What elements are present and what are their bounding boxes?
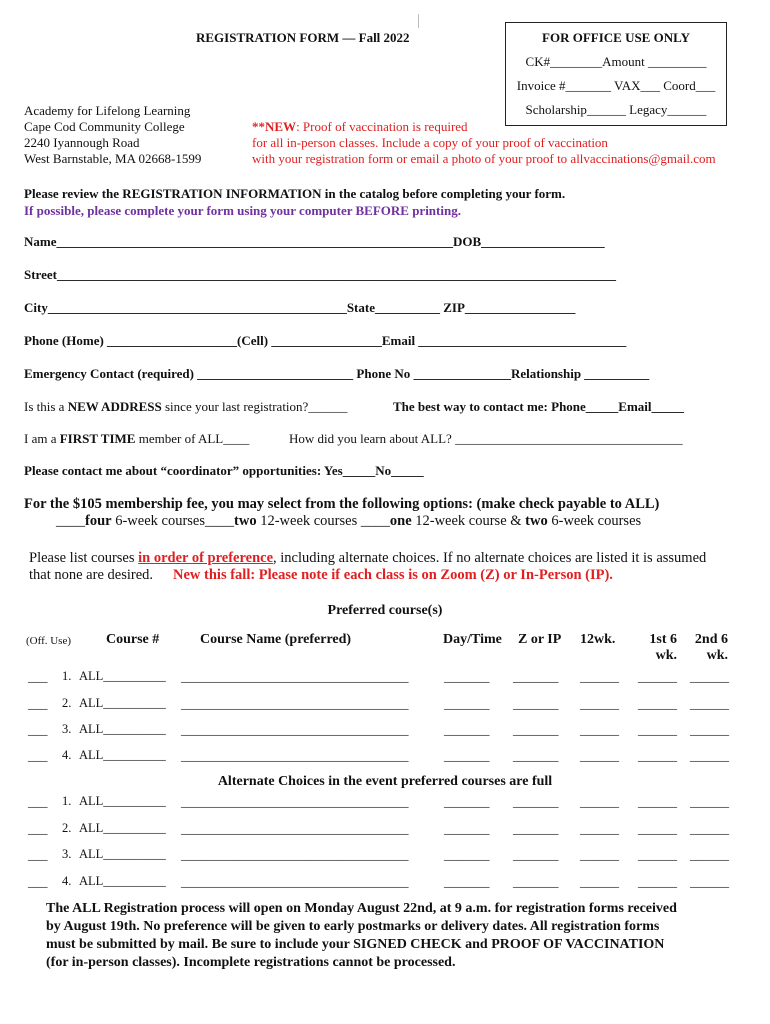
city-state-zip-field[interactable]: City______________________________________________State__________ ZIP_________________ bbox=[24, 300, 576, 315]
alternate-choices-title: Alternate Choices in the event preferred courses are full bbox=[217, 774, 553, 789]
course-row bbox=[0, 748, 770, 768]
row-number: 1. bbox=[62, 794, 72, 808]
twelve-week-field[interactable]: ______ bbox=[580, 696, 619, 711]
day-time-field[interactable]: _______ bbox=[444, 794, 490, 809]
header-first-6-week bbox=[647, 632, 677, 664]
office-use-blank[interactable]: ___ bbox=[28, 722, 48, 737]
day-time-field[interactable]: _______ bbox=[444, 847, 490, 862]
emergency-contact-field[interactable]: Emergency Contact (required) ________________________ Phone No _______________Relationship __________ bbox=[24, 366, 650, 381]
phone-email-field[interactable]: Phone (Home) ____________________(Cell) _________________Email ________________________________ bbox=[24, 333, 627, 348]
course-number-field[interactable]: ALL__________ bbox=[79, 821, 166, 835]
second-six-week-field[interactable]: ______ bbox=[690, 696, 729, 711]
review-line: Please review the REGISTRATION INFORMATION in the catalog before completing your form. bbox=[24, 186, 566, 201]
header-text: 2nd 6 bbox=[694, 632, 728, 647]
office-use-blank[interactable]: ___ bbox=[28, 696, 48, 711]
header-day-time: Day/Time bbox=[443, 632, 502, 647]
second-six-week-field[interactable]: ______ bbox=[690, 669, 729, 684]
option-text: 6-week courses bbox=[111, 513, 206, 529]
twelve-week-field[interactable]: ______ bbox=[580, 847, 619, 862]
question-emphasis: NEW ADDRESS bbox=[67, 399, 162, 414]
second-six-week-field[interactable]: ______ bbox=[690, 847, 729, 862]
option-four-blank[interactable]: ____ bbox=[56, 513, 85, 529]
office-use-blank[interactable]: ___ bbox=[28, 669, 48, 684]
coordinator-question[interactable]: Please contact me about “coordinator” opportunities: Yes_____No_____ bbox=[24, 463, 424, 478]
zoom-inperson-note: New this fall: Please note if each class is on Zoom (Z) or In-Person (IP). bbox=[173, 567, 613, 583]
course-name-field[interactable]: ___________________________________ bbox=[181, 696, 409, 711]
preferred-courses-title: Preferred course(s) bbox=[327, 603, 443, 618]
new-label: **NEW bbox=[252, 119, 297, 134]
header-zoom-or-in-person: Z or IP bbox=[518, 632, 562, 647]
instruction-text: that none are desired. bbox=[29, 567, 154, 583]
course-number-field[interactable]: ALL__________ bbox=[79, 794, 166, 808]
option-text: 6-week courses bbox=[547, 513, 642, 529]
office-use-line-scholarship: Scholarship______ Legacy______ bbox=[525, 102, 707, 117]
office-use-blank[interactable]: ___ bbox=[28, 874, 48, 889]
day-time-field[interactable]: _______ bbox=[444, 696, 490, 711]
course-number-field[interactable]: ALL__________ bbox=[79, 748, 166, 762]
first-six-week-field[interactable]: ______ bbox=[638, 748, 677, 763]
option-two-blank[interactable]: ____ bbox=[205, 513, 235, 529]
course-name-field[interactable]: ___________________________________ bbox=[181, 748, 409, 763]
first-six-week-field[interactable]: ______ bbox=[638, 847, 677, 862]
course-name-field[interactable]: ___________________________________ bbox=[181, 794, 409, 809]
option-text: two bbox=[525, 513, 548, 529]
zoom-in-person-field[interactable]: _______ bbox=[513, 748, 559, 763]
course-row bbox=[0, 821, 770, 841]
membership-heading-rest: : (make check payable to ALL) bbox=[468, 496, 660, 512]
course-row bbox=[0, 794, 770, 814]
name-dob-field[interactable]: Name_____________________________________________________________DOB___________________ bbox=[24, 234, 605, 249]
title-divider-mark bbox=[418, 14, 419, 28]
course-row bbox=[0, 874, 770, 894]
address-line: West Barnstable, MA 02668-1599 bbox=[24, 151, 202, 166]
header-text: wk. bbox=[706, 648, 728, 663]
row-number: 4. bbox=[62, 748, 72, 762]
question-text: Is this a bbox=[24, 399, 68, 414]
zoom-in-person-field[interactable]: _______ bbox=[513, 696, 559, 711]
header-text: 1st 6 bbox=[649, 632, 677, 647]
row-number: 3. bbox=[62, 722, 72, 736]
office-use-box bbox=[505, 22, 727, 126]
course-name-field[interactable]: ___________________________________ bbox=[181, 847, 409, 862]
first-time-question[interactable] bbox=[24, 431, 249, 447]
row-number: 2. bbox=[62, 821, 72, 835]
courses-instructions bbox=[29, 550, 706, 584]
row-number: 1. bbox=[62, 669, 72, 683]
second-six-week-field[interactable]: ______ bbox=[690, 821, 729, 836]
course-name-field[interactable]: ___________________________________ bbox=[181, 722, 409, 737]
day-time-field[interactable]: _______ bbox=[444, 669, 490, 684]
second-six-week-field[interactable]: ______ bbox=[690, 794, 729, 809]
question-emphasis: FIRST TIME bbox=[59, 431, 136, 446]
course-row bbox=[0, 722, 770, 742]
address-line: Academy for Lifelong Learning bbox=[24, 103, 191, 118]
question-text: member of ALL____ bbox=[135, 431, 250, 446]
office-use-blank[interactable]: ___ bbox=[28, 794, 48, 809]
instruction-text: Please list courses bbox=[29, 550, 139, 566]
header-course-name: Course Name (preferred) bbox=[200, 632, 352, 647]
computer-fill-note: If possible, please complete your form using your computer BEFORE printing. bbox=[24, 203, 461, 218]
office-use-blank[interactable]: ___ bbox=[28, 847, 48, 862]
best-contact-field[interactable]: The best way to contact me: Phone_____Email_____ bbox=[393, 399, 685, 414]
learn-about-field[interactable]: How did you learn about ALL? ___________________________________ bbox=[289, 431, 683, 446]
second-six-week-field[interactable]: ______ bbox=[690, 722, 729, 737]
course-number-field[interactable]: ALL__________ bbox=[79, 722, 166, 736]
first-six-week-field[interactable]: ______ bbox=[638, 696, 677, 711]
course-row bbox=[0, 696, 770, 716]
second-six-week-field[interactable]: ______ bbox=[690, 748, 729, 763]
zoom-in-person-field[interactable]: _______ bbox=[513, 821, 559, 836]
course-number-field[interactable]: ALL__________ bbox=[79, 847, 166, 861]
closing-line: by August 19th. No preference will be given to early postmarks or delivery dates. All registration forms bbox=[46, 919, 660, 934]
twelve-week-field[interactable]: ______ bbox=[580, 722, 619, 737]
day-time-field[interactable]: _______ bbox=[444, 821, 490, 836]
course-row bbox=[0, 669, 770, 689]
address-line: 2240 Iyannough Road bbox=[24, 135, 140, 150]
course-number-field[interactable]: ALL__________ bbox=[79, 669, 166, 683]
first-six-week-field[interactable]: ______ bbox=[638, 874, 677, 889]
twelve-week-field[interactable]: ______ bbox=[580, 748, 619, 763]
course-number-field[interactable]: ALL__________ bbox=[79, 696, 166, 710]
office-use-blank[interactable]: ___ bbox=[28, 748, 48, 763]
header-course-number: Course # bbox=[106, 632, 160, 647]
first-six-week-field[interactable]: ______ bbox=[638, 669, 677, 684]
header-text: wk. bbox=[655, 648, 677, 663]
zoom-in-person-field[interactable]: _______ bbox=[513, 722, 559, 737]
zoom-in-person-field[interactable]: _______ bbox=[513, 794, 559, 809]
review-instructions bbox=[24, 185, 565, 219]
form-title: REGISTRATION FORM — Fall 2022 bbox=[196, 30, 410, 45]
course-name-field[interactable]: ___________________________________ bbox=[181, 821, 409, 836]
closing-notice bbox=[46, 900, 746, 972]
option-text: two bbox=[234, 513, 257, 529]
office-use-line-check: CK#________Amount _________ bbox=[525, 54, 707, 69]
street-field[interactable]: Street______________________________________________________________________________________ bbox=[24, 267, 616, 282]
day-time-field[interactable]: _______ bbox=[444, 874, 490, 889]
header-second-6-week bbox=[690, 632, 728, 664]
zoom-in-person-field[interactable]: _______ bbox=[513, 847, 559, 862]
twelve-week-field[interactable]: ______ bbox=[580, 821, 619, 836]
vax-note-text: for all in-person classes. Include a copy of your proof of vaccination bbox=[252, 135, 608, 150]
zoom-in-person-field[interactable]: _______ bbox=[513, 874, 559, 889]
twelve-week-field[interactable]: ______ bbox=[580, 669, 619, 684]
instruction-text: , including alternate choices. If no alternate choices are listed it is assumed bbox=[273, 550, 707, 566]
option-text: 12-week course & bbox=[411, 513, 526, 529]
option-text: 12-week courses bbox=[256, 513, 361, 529]
option-one-blank[interactable]: ____ bbox=[360, 513, 390, 529]
vax-note-text: : Proof of vaccination is required bbox=[296, 119, 468, 134]
closing-line: must be submitted by mail. Be sure to include your SIGNED CHECK and PROOF OF VACCINATION bbox=[46, 937, 665, 952]
option-text: four bbox=[85, 513, 112, 529]
zoom-in-person-field[interactable]: _______ bbox=[513, 669, 559, 684]
new-address-question[interactable] bbox=[24, 399, 347, 415]
first-six-week-field[interactable]: ______ bbox=[638, 821, 677, 836]
closing-line: (for in-person classes). Incomplete registrations cannot be processed. bbox=[46, 955, 456, 970]
first-six-week-field[interactable]: ______ bbox=[638, 722, 677, 737]
twelve-week-field[interactable]: ______ bbox=[580, 874, 619, 889]
course-name-field[interactable]: ___________________________________ bbox=[181, 669, 409, 684]
membership-options bbox=[24, 496, 659, 530]
instruction-emphasis: in order of preference bbox=[138, 550, 274, 566]
course-number-field[interactable]: ALL__________ bbox=[79, 874, 166, 888]
second-six-week-field[interactable]: ______ bbox=[690, 874, 729, 889]
mailing-address bbox=[24, 103, 201, 167]
office-use-title: FOR OFFICE USE ONLY bbox=[542, 30, 690, 45]
row-number: 4. bbox=[62, 874, 72, 888]
day-time-field[interactable]: _______ bbox=[444, 748, 490, 763]
course-row bbox=[0, 847, 770, 867]
office-use-blank[interactable]: ___ bbox=[28, 821, 48, 836]
day-time-field[interactable]: _______ bbox=[444, 722, 490, 737]
row-number: 2. bbox=[62, 696, 72, 710]
option-text: one bbox=[389, 513, 412, 529]
office-use-line-invoice: Invoice #_______ VAX___ Coord___ bbox=[516, 78, 716, 93]
address-line: Cape Cod Community College bbox=[24, 119, 185, 134]
first-six-week-field[interactable]: ______ bbox=[638, 794, 677, 809]
question-text: I am a bbox=[24, 431, 60, 446]
course-name-field[interactable]: ___________________________________ bbox=[181, 874, 409, 889]
header-office-use: (Off. Use) bbox=[26, 635, 72, 647]
row-number: 3. bbox=[62, 847, 72, 861]
vaccination-notice bbox=[252, 119, 716, 167]
vax-note-text: with your registration form or email a photo of your proof to allvaccinations@gmail.com bbox=[252, 151, 716, 166]
question-text: since your last registration?______ bbox=[161, 399, 348, 414]
closing-line: The ALL Registration process will open on Monday August 22nd, at 9 a.m. for registration forms received bbox=[46, 901, 677, 916]
membership-heading: For the $105 membership fee, you may select from the following options bbox=[24, 496, 469, 512]
twelve-week-field[interactable]: ______ bbox=[580, 794, 619, 809]
header-12-week: 12wk. bbox=[580, 632, 616, 647]
